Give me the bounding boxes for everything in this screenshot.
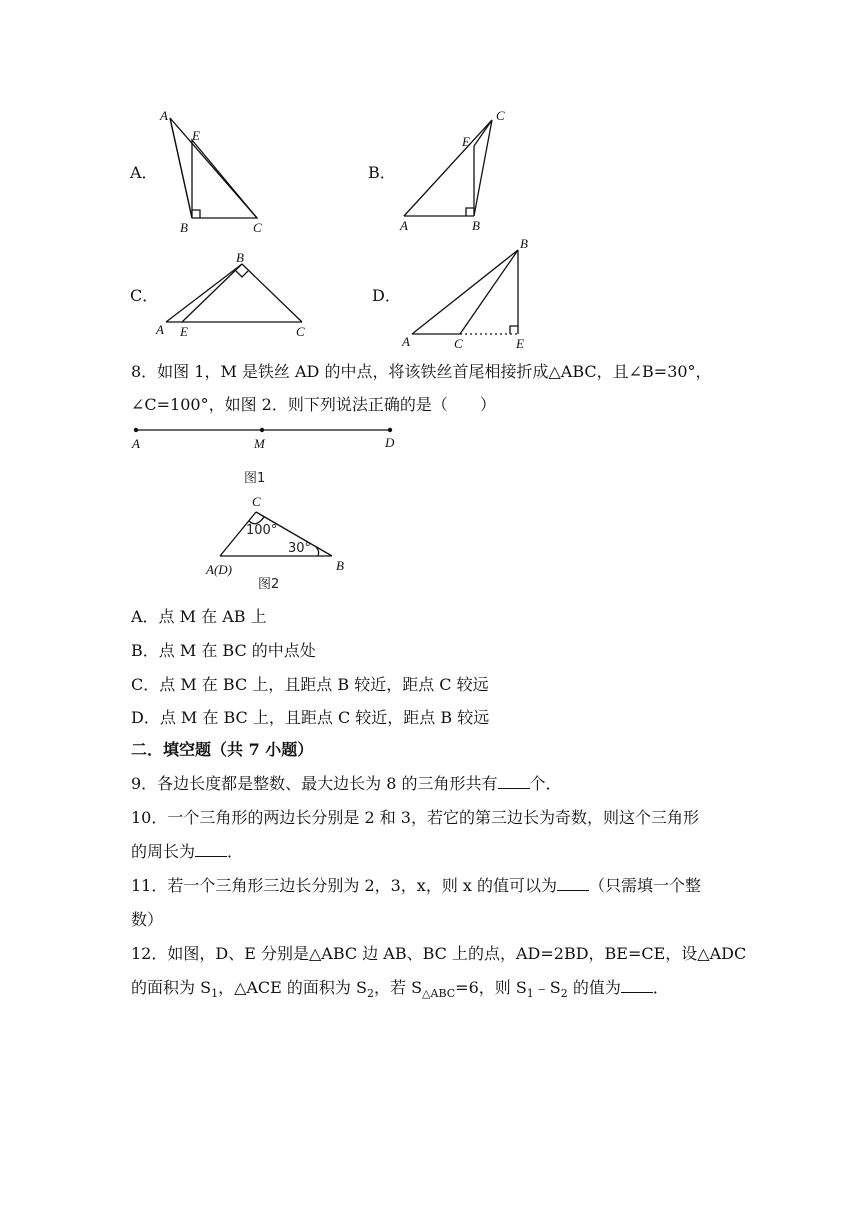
q12-text: ，△ACE 的面积为 S	[218, 978, 367, 997]
q12-text: ，若 S	[373, 978, 423, 997]
q11-line1	[131, 874, 701, 898]
q9-text: 9．各边长度都是整数、最大边长为 8 的三角形共有	[131, 774, 498, 793]
label-c: C	[296, 324, 305, 339]
label-m: M	[254, 436, 265, 451]
answer-blank	[195, 840, 227, 857]
figure-q8-fig1	[128, 420, 400, 490]
label-c: C	[496, 108, 505, 123]
label-a: A	[160, 108, 168, 123]
fig2-caption: 图2	[258, 577, 280, 592]
subscript: 2	[366, 987, 374, 1001]
q8-option-d: D．点 M 在 BC 上，且距点 C 较近，距点 B 较远	[131, 708, 490, 727]
label-c: C	[253, 220, 262, 235]
label-e: E	[180, 324, 188, 339]
q11-line2: 数）	[131, 910, 164, 929]
q12-text: ﹣S	[533, 978, 561, 997]
label-e: E	[462, 134, 470, 149]
figure-option-d	[398, 236, 538, 352]
q12-text: =6，则 S	[455, 978, 527, 997]
answer-blank	[498, 772, 530, 789]
figure-option-a	[152, 104, 272, 236]
label-c: C	[252, 494, 261, 509]
q12-line1: 12．如图，D、E 分别是△ABC 边 AB、BC 上的点，AD=2BD，BE=CE，设△ADC	[131, 944, 747, 963]
q10-line1: 10．一个三角形的两边长分别是 2 和 3，若它的第三边长为奇数，则这个三角形	[131, 808, 699, 827]
label-a: A	[156, 322, 164, 337]
answer-blank	[557, 874, 589, 891]
label-e: E	[516, 336, 524, 351]
figure-option-c	[152, 250, 312, 342]
subscript: 1	[526, 987, 534, 1001]
q12-text: 的面积为 S	[131, 978, 212, 997]
q8-option-c: C．点 M 在 BC 上，且距点 B 较近，距点 C 较远	[131, 675, 489, 694]
q9-line	[131, 772, 562, 796]
label-b: B	[236, 250, 244, 265]
label-a-d: A(D)	[206, 562, 232, 577]
label-a: A	[400, 218, 408, 233]
q8-line2: ∠C=100°，如图 2．则下列说法正确的是（ ）	[131, 395, 496, 414]
q12-line2	[131, 976, 669, 1006]
answer-blank	[621, 976, 653, 993]
label-a: A	[402, 334, 410, 349]
option-d-label: D．	[372, 286, 401, 305]
q8-option-b: B．点 M 在 BC 的中点处	[131, 641, 316, 660]
section-heading: 二．填空题（共 7 小题）	[131, 740, 314, 759]
label-d: D	[385, 435, 395, 450]
figure-q8-fig2	[128, 490, 400, 592]
label-a: A	[132, 436, 140, 451]
subscript: △ABC	[422, 987, 456, 1001]
q10-text: 的周长为	[131, 842, 196, 861]
q11-text-end: （只需填一个整	[589, 876, 702, 895]
q8-option-a: A．点 M 在 AB 上	[131, 607, 267, 626]
option-b-label: B．	[368, 163, 396, 182]
angle-b-label: 30°	[288, 541, 312, 556]
fig1-caption: 图1	[244, 471, 266, 486]
angle-c-label: 100°	[246, 523, 278, 538]
label-c: C	[454, 336, 463, 351]
subscript: 1	[211, 987, 219, 1001]
q8-line1: 8．如图 1，M 是铁丝 AD 的中点，将该铁丝首尾相接折成△ABC，且∠B=30°，	[131, 362, 712, 381]
figure-option-b	[392, 104, 512, 236]
label-b: B	[180, 220, 188, 235]
label-b: B	[472, 218, 480, 233]
subscript: 2	[560, 987, 568, 1001]
q9-text-end: 个．	[529, 774, 562, 793]
option-a-label: A．	[130, 163, 158, 182]
label-e: E	[192, 128, 200, 143]
q10-text-end: ．	[227, 842, 244, 861]
label-b: B	[336, 558, 344, 573]
q10-line2	[131, 840, 243, 864]
label-b: B	[520, 236, 528, 251]
q12-text: 的值为	[567, 978, 621, 997]
q11-text: 11．若一个三角形三边长分别为 2，3，x，则 x 的值可以为	[131, 876, 558, 895]
option-c-label: C．	[130, 286, 159, 305]
q12-text-end: ．	[652, 978, 669, 997]
